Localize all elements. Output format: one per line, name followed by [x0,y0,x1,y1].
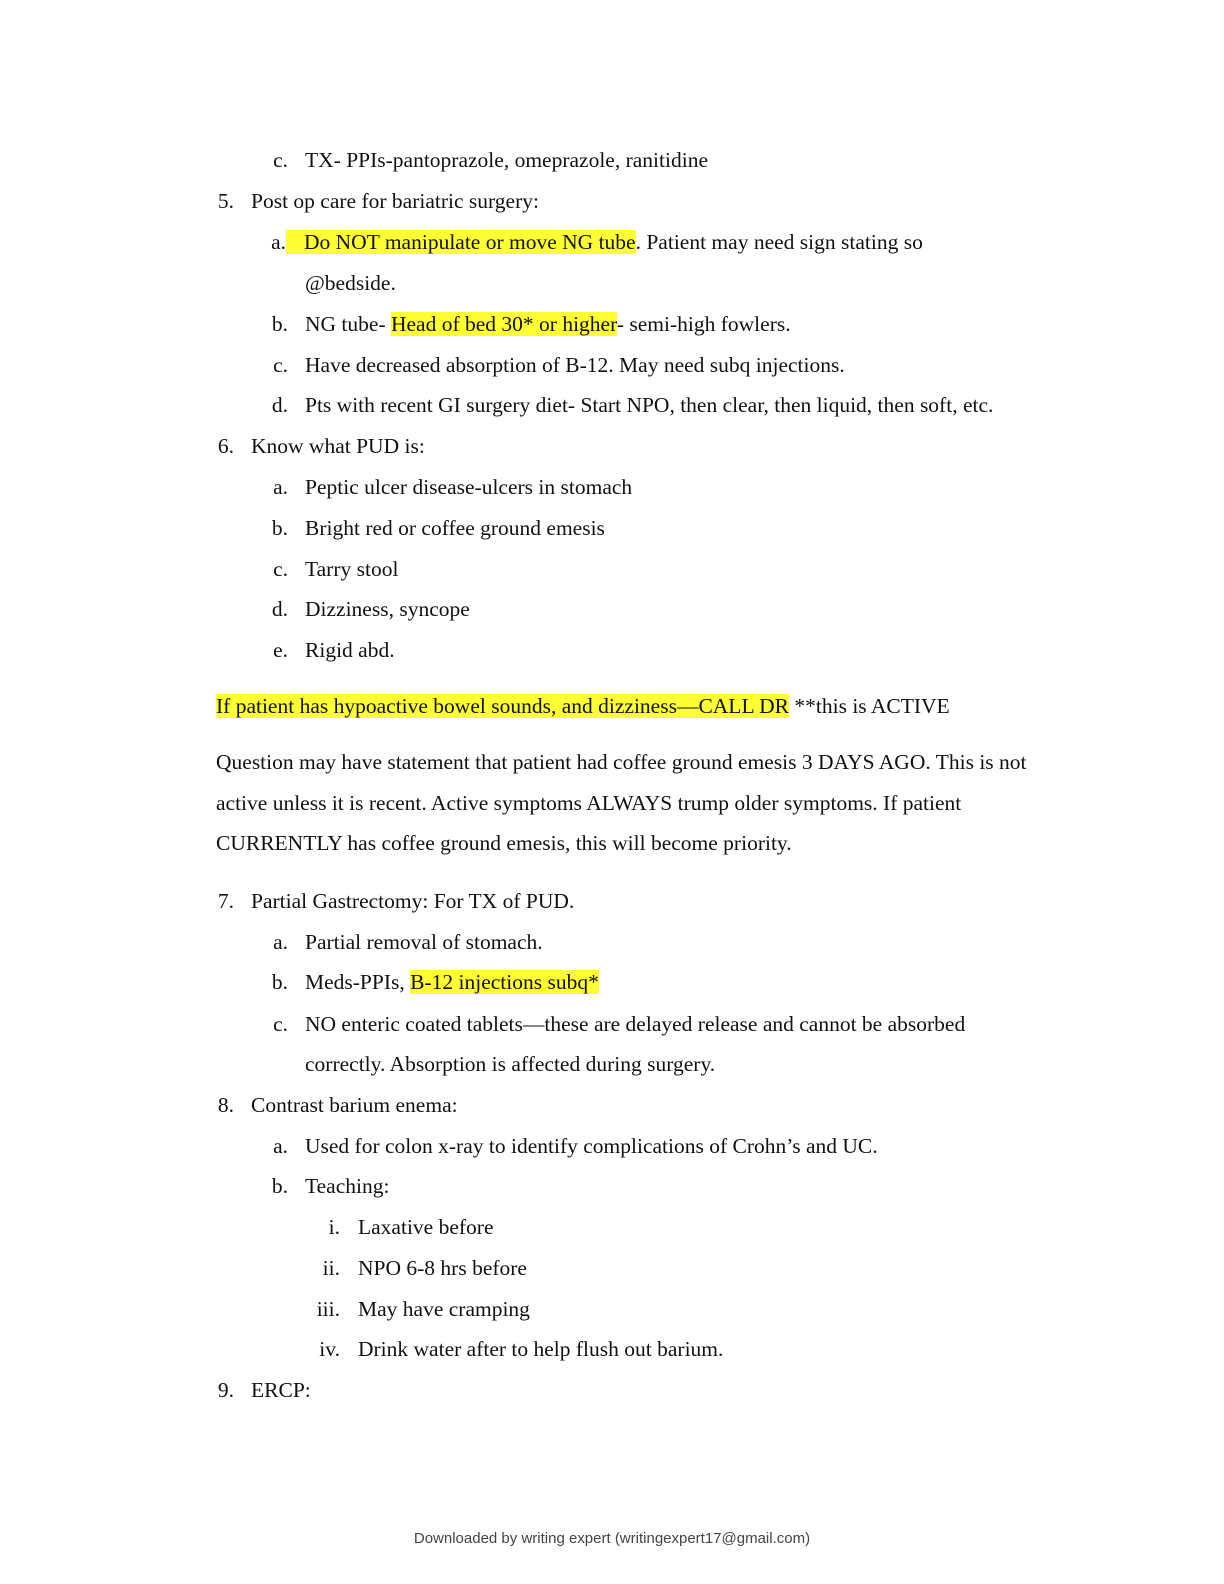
body-paragraph: Question may have statement that patient had coffee ground emesis 3 DAYS AGO. This is not active unless it is recent. Active symptoms ALWAYS trump older symptoms. If patient CURRENTLY has coffee ground emesis, this will become priority. [216,750,1027,856]
list-text: ERCP: [251,1378,311,1402]
list-text: May have cramping [358,1297,530,1321]
highlighted-text: B-12 injections subq* [410,970,599,994]
list-text: Tarry stool [305,557,399,581]
list-marker: e. [273,638,288,662]
list-marker: b. [271,312,288,336]
list-text: Have decreased absorption of B-12. May need subq injections. [305,353,845,377]
highlighted-text: Head of bed 30* or higher [390,312,617,336]
list-text: NO enteric coated tablets—these are delayed release and cannot be absorbed [305,1012,966,1036]
list-text: - semi-high fowlers. [616,312,791,336]
list-text: Meds-PPIs, [305,970,411,994]
list-text: Pts with recent GI surgery diet- Start NPO, then clear, then liquid, then soft, etc. [305,393,994,417]
warning-line [216,692,950,720]
list-text: Used for colon x-ray to identify complications of Crohn’s and UC. [305,1134,878,1158]
list-marker: a. [273,475,288,499]
list-text: Teaching: [305,1174,390,1198]
list-marker: iv. [319,1337,340,1361]
list-marker: b. [271,516,288,540]
download-footer: Downloaded by writing expert (writingexpert17@gmail.com) [413,1530,811,1547]
list-marker: a. [273,930,288,954]
list-text: correctly. Absorption is affected during surgery. [305,1052,716,1076]
list-marker: 7. [217,889,234,913]
list-text: Post op care for bariatric surgery: [251,189,539,213]
highlighted-text: Do NOT manipulate or move NG tube [286,230,636,254]
list-text: Dizziness, syncope [305,597,470,621]
list-marker: i. [328,1215,340,1239]
list-text: Partial removal of stomach. [305,930,543,954]
list-text: NG tube- [305,312,391,336]
list-marker: 5. [217,189,234,213]
list-text: NPO 6-8 hrs before [358,1256,527,1280]
list-marker: c. [273,1012,288,1036]
list-item-continuation [305,269,396,297]
list-text: Contrast barium enema: [251,1093,458,1117]
list-marker: c. [273,148,288,172]
list-marker: d. [271,597,288,621]
list-text: Partial Gastrectomy: For TX of PUD. [251,889,575,913]
list-marker: 9. [217,1378,234,1402]
list-text: @bedside. [305,271,396,295]
list-text: TX- PPIs-pantoprazole, omeprazole, ranitidine [305,148,708,172]
list-marker: a. [271,230,286,254]
list-item-continuation [305,1050,715,1078]
list-text: Peptic ulcer disease-ulcers in stomach [305,475,633,499]
list-text: Bright red or coffee ground emesis [305,516,605,540]
list-text: Laxative before [358,1215,494,1239]
list-text: Rigid abd. [305,638,395,662]
list-marker: 6. [217,434,234,458]
list-marker: d. [271,393,288,417]
list-text: . Patient may need sign stating so [635,230,923,254]
note-text: **this is ACTIVE [789,694,950,718]
list-text: Drink water after to help flush out barium. [358,1337,724,1361]
list-marker: a. [273,1134,288,1158]
list-text: Know what PUD is: [251,434,425,458]
list-marker: b. [271,970,288,994]
list-marker: c. [273,557,288,581]
highlighted-text: If patient has hypoactive bowel sounds, and dizziness—CALL DR [216,694,790,718]
list-marker: iii. [316,1297,340,1321]
list-marker: 8. [217,1093,234,1117]
list-marker: c. [273,353,288,377]
list-marker: b. [271,1174,288,1198]
list-marker: ii. [322,1256,340,1280]
